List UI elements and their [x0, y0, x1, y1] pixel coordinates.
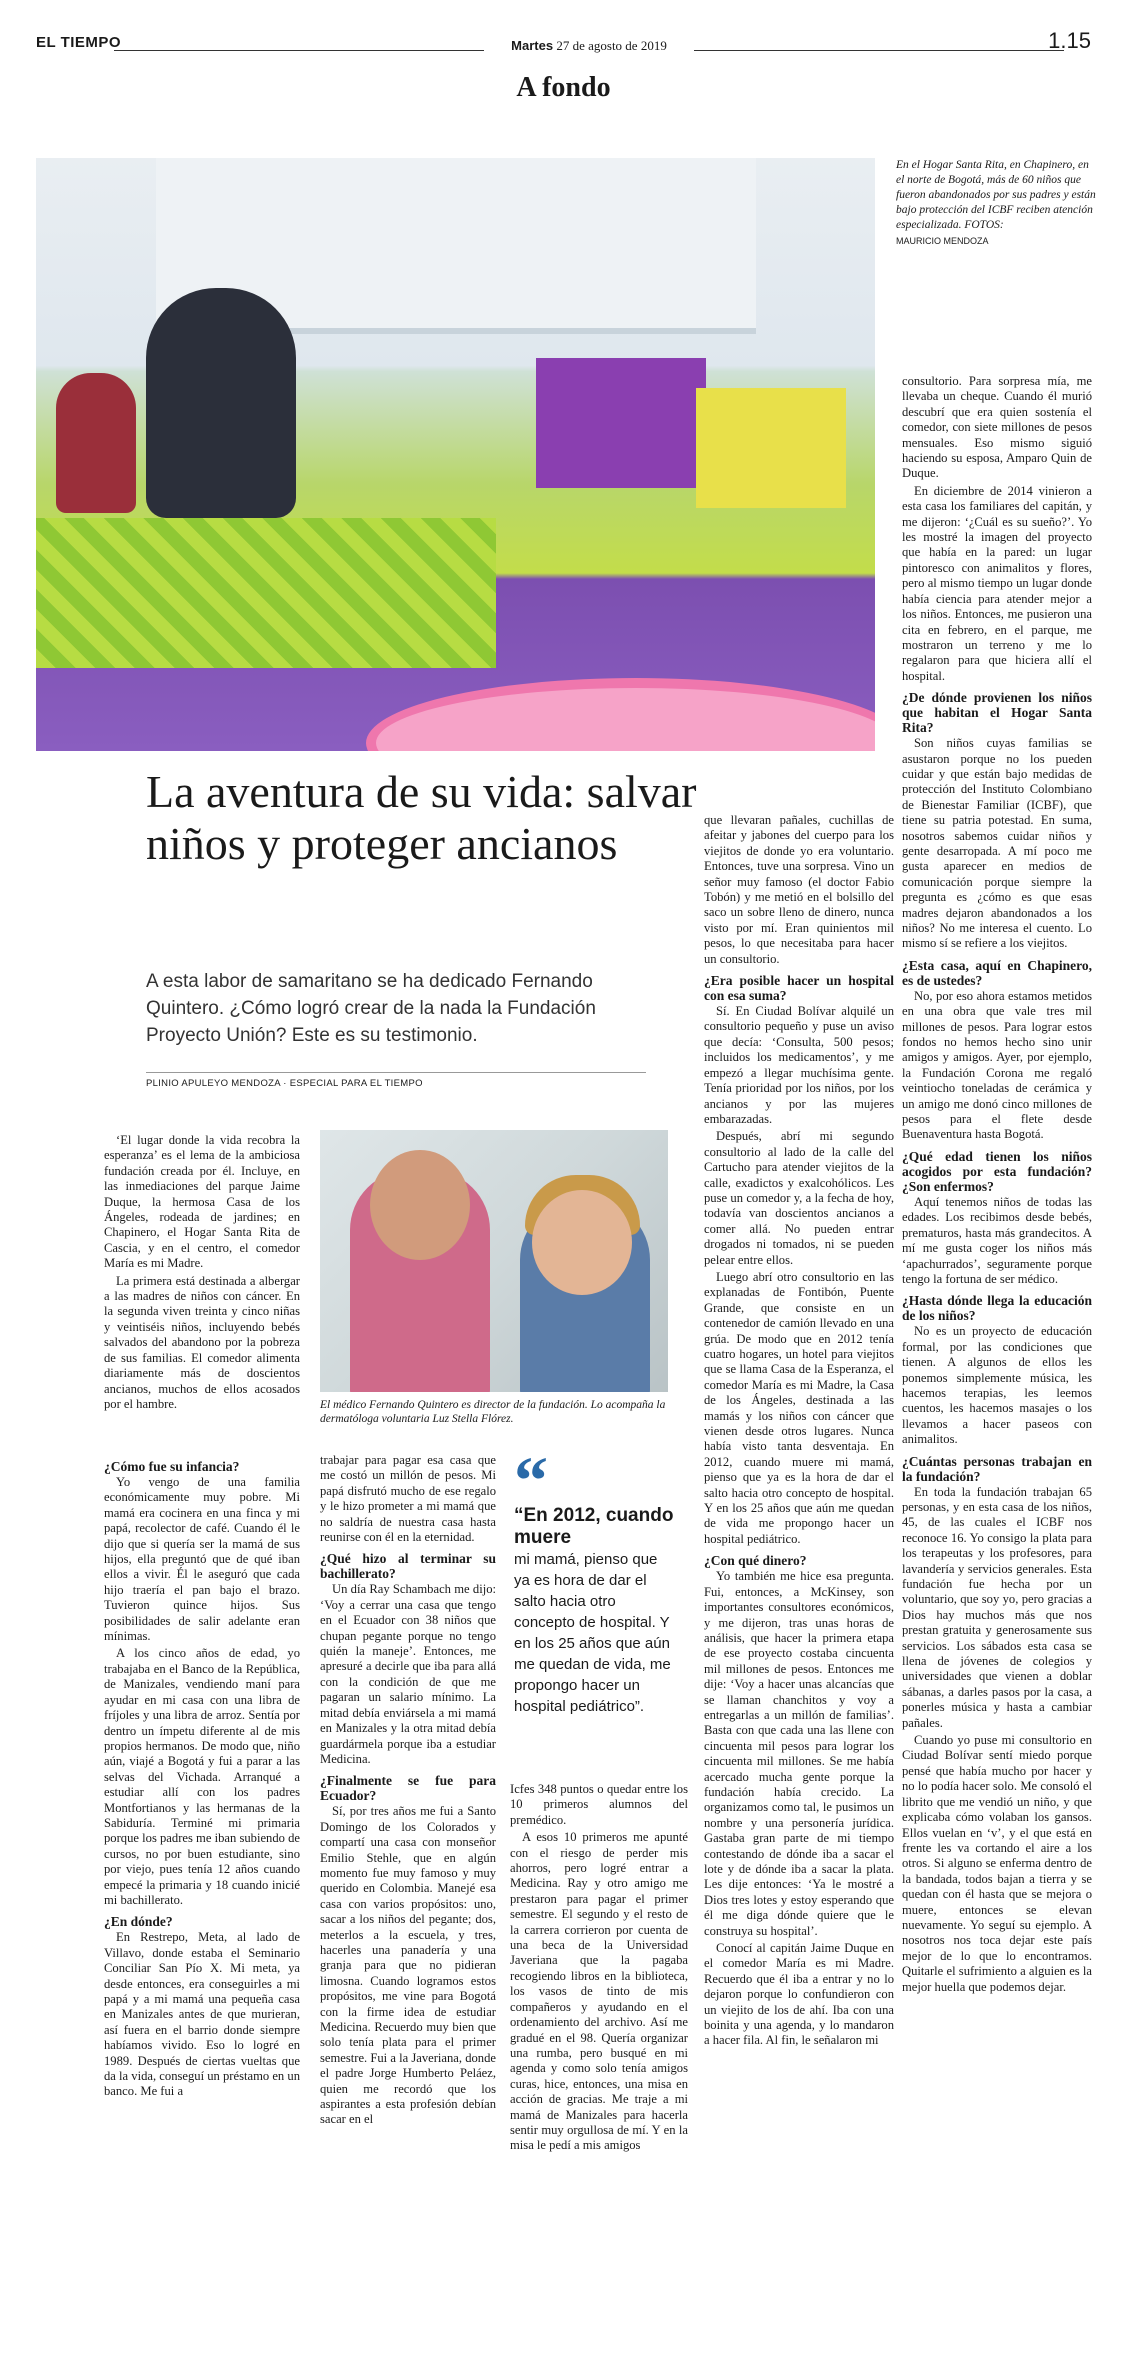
dek: A esta labor de samaritano se ha dedicado Fernando Quintero. ¿Cómo logró crear de la nada la Fundación Proyecto Unión? Este es su testimonio.	[146, 971, 596, 1046]
article-column-2	[320, 1453, 496, 2130]
quote-mark-icon: “	[514, 1442, 548, 1518]
masthead	[36, 30, 1091, 60]
question-heading: ¿Qué hizo al terminar su bachillerato?	[320, 1551, 496, 1582]
question-heading: ¿Cómo fue su infancia?	[104, 1459, 240, 1474]
photo-credit: MAURICIO MENDOZA	[896, 236, 989, 246]
paragraph: La primera está destinada a albergar a las madres de niños con cáncer. En la segunda viven treinta y cinco niñas y veintiséis niños, incluyendo bebés salvados del abandono por la pobreza de sus familias. El comedor alimenta diariamente más de doscientos ancianos, muchos de ellos acosados por el hambre.	[104, 1273, 300, 1411]
photo-ball-pool	[366, 678, 875, 751]
paragraph: Sí. En Ciudad Bolívar alquilé un consultorio pequeño y puse un aviso que decía: ‘Consulta, 500 pesos; incluidos los medicamentos’, y me empezó a llegar muchísima gente. Tenía prioridad por los niños, por los ancianos y por las mujeres embarazadas.	[704, 1004, 894, 1126]
portrait-caption: El médico Fernando Quintero es director de la fundación. Lo acompaña la dermatóloga voluntaria Luz Stella Flórez.	[320, 1399, 666, 1425]
section-title: A fondo	[516, 72, 611, 103]
question-heading: ¿Con qué dinero?	[704, 1553, 807, 1569]
article-column-1b	[104, 1453, 300, 2102]
portrait-photo	[320, 1130, 668, 1392]
paragraph: A los cinco años de edad, yo trabajaba en el Banco de la República, de Manizales, vendiendo maní para ayudar en mi casa con una libra de fríjoles y una libra de arroz. Sentía por dentro un ímpetu diferente al de mis propios hermanos. De modo que, niño aún, viajé a Bogotá y fui a parar a las selvas del Vichada. Arranqué a estudiar allí con los padres Montfortianos y las hermanas de la Sabiduría. Terminé mi primaria porque los padres me iban subiendo de cursos, no por buen estudiante, sino por viejo, pues tenía 12 años cuando empecé la primaria y 18 cuando inicié mi bachillerato.	[104, 1646, 300, 1907]
masthead-rule-left	[114, 50, 484, 51]
paragraph: Yo también me hice esa pregunta. Fui, entonces, a McKinsey, son importantes consultores económicos, y me dijeron, tras unas horas de análisis, que hacer la primera etapa de ese proyecto costaba cincuenta mil millones de pesos. Entonces me dije: ‘Voy a hacer unas alcancías que se llaman chanchitos y voy a entregarlas a un millón de familias’. Basta con que cada una las llene con cincuenta mil pesos para lograr los cincuenta mil millones. Se me había acercado mucha gente porque la fundación había crecido. La organizamos como tal, le pusimos un nombre y una personería jurídica. Gastaba gran parte de mi tiempo contestando de dónde iba a sacar el lote y de dónde iba a sacar la plata. Les dije entonces: ‘Ya le mostré a Dios tres lotes y estoy esperando que él me diga dónde quiere que le construya su hospital’.	[704, 1569, 894, 1938]
photo-bed	[36, 518, 496, 668]
paragraph: En Restrepo, Meta, al lado de Villavo, donde estaba el Seminario Conciliar San Pío X. Mi meta, ya desde entonces, era conseguirles a mi papá y a mi mamá una pequeña casa en Manizales antes de que murieran, así fuera en el barrio donde siempre habíamos vivido. Eso lo logré en 1989. Después de ciertas vueltas que da la vida, conseguí un préstamo en un banco. Me fui a	[104, 1930, 300, 2099]
headline: La aventura de su vida: salvar niños y proteger ancianos	[146, 766, 697, 869]
paragraph: Icfes 348 puntos o quedar entre los 10 primeros alumnos del premédico.	[510, 1782, 688, 1827]
paragraph: Luego abrí otro consultorio en las explanadas de Fontibón, Puente Grande, que consiste en un contenedor de camión llevado en una grúa. De modo que en 2012 tenía cuatro hogares, un hotel para viejitos que se llama Casa de la Esperanza, el comedor María es mi Madre, la Casa de los Ángeles, destinada a las mamás y los niños con cáncer que vienen desde otros lugares. Nunca había visto tanta desventaja. En 2012, cuando muere mi mamá, pienso que ya es la hora de dar el salto hacia otro concepto de hospital. Y en los 25 años que aún me quedan de vida me propongo hacer un hospital pediátrico.	[704, 1269, 894, 1546]
paragraph: A esos 10 primeros me apunté con el riesgo de perder mis ahorros, pero logré entrar a Medicina. Ray y otro amigo me prestaron para pagar el primer semestre. El segundo y el resto de la carrera corrieron por cuenta de una beca de la Universidad Javeriana que la pagaba recogiendo libros en la biblioteca, los vasos de tinto de mis compañeros y ayudando en el ordenamiento del archivo. Así me gradué en el 98. Quería organizar una rumba, pero busqué en mi agenda y como solo tenía amigos curas, hice, entonces, una misa en acción de gracias. Me traje a mi mamá de Manizales para hacerla sentir muy orgullosa de mí. Y en la misa le pedí a mis amigos	[510, 1830, 688, 2153]
paragraph: Cuando yo puse mi consultorio en Ciudad Bolívar sentí miedo porque pensé que había mucho por hacer y no lo podía hacer solo. Me consoló el librito que me vendió un niño, y que explicaba cómo volaban los gansos. Ellos vuelan en ‘v’, y el que está en frente les va cortando el aire a los otros. Si alguno se enferma dentro de la bandada, todos bajan a tierra y se quedan con él hasta que se mejora o muere, entonces se elevan nuevamente. Yo seguí su ejemplo. A nosotros nos toca dejar este país mejor de lo que lo encontramos. Quitarle el sufrimiento a alguien es la mejor huella que podemos dejar.	[902, 1733, 1092, 1994]
main-photo	[36, 158, 875, 751]
main-photo-caption	[896, 158, 1096, 249]
article-column-5	[902, 374, 1092, 1997]
article-column-1	[104, 1133, 300, 1414]
paragraph: Yo vengo de una familia económicamente muy pobre. Mi mamá era cocinera en una finca y mi papá, recolector de café. Cuando él le dijo que si quería ser la mamá de sus hijos, ella preguntó que de qué iban ellos a vivir. Él le aseguró que cada hijo traería el pan bajo el brazo. Tuvieron quince hijos. Sus posibilidades de salir adelante eran mínimas.	[104, 1475, 300, 1644]
photo-child	[56, 373, 136, 513]
issue-weekday: Martes	[511, 38, 554, 53]
paragraph: En diciembre de 2014 vinieron a esta casa los familiares del capitán, y me dijeron: ‘¿Cuál es su sueño?’. Yo les mostré la imagen del proyecto que había en la pared: un lugar pintoresco con animalitos y flores, pero al mismo tiempo un lugar donde había ciencia para atender mejor a los niños. Entonces, me pusieron una cita en febrero, en el parque, me mostraron un terreno y me lo regalaron para que hiciera allí el hospital.	[902, 483, 1092, 683]
page-number: 1.15	[1048, 28, 1091, 53]
paragraph: Conocí al capitán Jaime Duque en el comedor María es mi Madre. Recuerdo que él iba a entrar y no lo dejaron porque lo confundieron con un viejito de los de ahí. Iba con una boinita y una agenda, y lo mandaron a hacer fila. Al fin, le señalaron mi	[704, 1941, 894, 2048]
paragraph: No es un proyecto de educación formal, por las condiciones que tienen. A algunos de ellos les ponemos simplemente música, les hacemos terapias, les leemos cuentos, les hacemos masajes o los llevamos a hacer paseos con animalitos.	[902, 1324, 1092, 1447]
main-photo-caption-text: En el Hogar Santa Rita, en Chapinero, en el norte de Bogotá, más de 60 niños que fueron abandonados por sus padres y están bajo protección del ICBF reciben atención especializada. FOTOS:	[896, 159, 1096, 231]
question-heading: ¿De dónde provienen los niños que habitan el Hogar Santa Rita?	[902, 690, 1092, 736]
photo-doctor-face	[370, 1150, 470, 1260]
byline: PLINIO APULEYO MENDOZA · ESPECIAL PARA EL TIEMPO	[146, 1072, 646, 1089]
pull-quote-body: mi mamá, pienso que ya es hora de dar el salto hacia otro concepto de hospital. Y en los 25 años que aún me quedan de vida, me propongo hacer un hospital pediátrico”.	[514, 1551, 671, 1715]
question-heading: ¿Hasta dónde llega la educación de los niños?	[902, 1293, 1092, 1324]
question-heading: ¿Finalmente se fue para Ecuador?	[320, 1773, 496, 1804]
question-heading: ¿Cuántas personas trabajan en la fundación?	[902, 1453, 1092, 1484]
photo-volunteer-face	[532, 1190, 632, 1295]
paragraph: Aquí tenemos niños de todas las edades. Los recibimos desde bebés, prematuros, hasta más grandecitos. A mí me gusta coger los niños más ‘apachurrados’, seguramente porque tengo la fortuna de ser médico.	[902, 1194, 1092, 1286]
photo-caregiver	[146, 288, 296, 518]
paragraph: Sí, por tres años me fui a Santo Domingo de los Colorados y compartí una casa con monseñor Emilio Stehle, que en algún momento fue muy famoso y muy querido en Colombia. Manejé esa casa con varios propósitos: uno, sacar a los niños del pegante; dos, meterlos a la escuela, y tres, hacerles una panadería y una granja para que no pidieran limosna. Cuando logramos estos propósitos, me vine para Bogotá con la firme idea de estudiar Medicina. Recuerdo muy bien que solo tenía plata para el primer semestre. Fui a la Javeriana, donde el padre Jorge Humberto Peláez, quien me recordó que los aspirantes a esta profesión debían sacar en el	[320, 1804, 496, 2127]
question-heading: ¿Qué edad tienen los niños acogidos por esta fundación? ¿Son enfermos?	[902, 1148, 1092, 1194]
paragraph: consultorio. Para sorpresa mía, me llevaba un cheque. Cuando él murió descubrí que era quien sostenía el comedor, con siete millones de pesos mensuales. Eso mismo siguió haciendo su esposa, Amparo Quin de Duque.	[902, 374, 1092, 481]
paragraph: En toda la fundación trabajan 65 personas, y en esta casa de los niños, 45, de las cuales el ICBF nos reconoce 16. Yo consigo la plata para los terapeutas y los profesores, para lavandería y servicios generales. Esta fundación fue hecha por un voluntario, que soy yo, pero gracias a Dios hay muchos más que nos prestan gratuita y generosamente sus servicios. Los sábados esta casa se llena de jóvenes de colegios y universidades que vienen a doblar sábanas, a darles pasos por la casa, a ponerles música y hasta a cambiar pañales.	[902, 1484, 1092, 1730]
paragraph: Después, abrí mi segundo consultorio al lado de la calle del Cartucho para atender viejitos de la calle, exadictos y exalcohólicos. Les puse un comedor y, a la fecha de hoy, todavía van doscientos ancianos a comer allá. No pueden entrar drogados ni tomados, ni se pueden pelear entre ellos.	[704, 1129, 894, 1267]
paragraph: ‘El lugar donde la vida recobra la esperanza’ es el lema de la ambiciosa fundación creada por él. Incluye, en las inmediaciones del parque Jaime Duque, la hermosa Casa de los Ángeles, rodeada de jardines; en Chapinero, el Hogar Santa Rita de Cascia, y en el centro, el comedor María es mi Madre.	[104, 1133, 300, 1271]
article-column-3	[510, 1782, 688, 2156]
question-heading: ¿Era posible hacer un hospital con esa suma?	[704, 973, 894, 1004]
pull-quote-head: “En 2012, cuando muere	[514, 1505, 674, 1548]
pull-quote	[514, 1442, 674, 1717]
paragraph: trabajar para pagar esa casa que me costó un millón de pesos. Mi papá disfrutó mucho de ese regalo y le hizo prometer a mi mamá que no saldría de nuestra casa hasta reunirse con él en la eternidad.	[320, 1453, 496, 1545]
issue-date-text: 27 de agosto de 2019	[556, 38, 667, 53]
paragraph: No, por eso ahora estamos metidos en una obra que vale tres mil millones de pesos. Para lograr estos fondos no hemos hecho sino unir amigos y amigos. Ayer, por ejemplo, la Fundación Corona me regaló veintiocho toneladas de cerámica y un amigo me donó cinco millones de pesos para el flete desde Buenaventura hasta Bogotá.	[902, 988, 1092, 1142]
photo-play-block	[536, 358, 706, 488]
issue-date	[496, 38, 682, 54]
paragraph: Son niños cuyas familias se asustaron porque no los pueden cuidar y que están bajo medidas de protección del Instituto Colombiano de Bienestar Familiar (ICBF), que tiene su patria potestad. En suma, nosotros sabemos cuidar niños y gente desarropada. A mí poco me gusta aparecer en medios de comunicación porque siempre la pregunta es ¿cómo es que esas madres dejaron abandonados a los niños? No me interesa el cuento. Lo mismo sí se refiere a los viejitos.	[902, 736, 1092, 951]
article-column-4	[704, 813, 894, 2051]
question-heading: ¿Esta casa, aquí en Chapinero, es de ustedes?	[902, 957, 1092, 988]
photo-play-block	[696, 388, 846, 508]
paragraph: Un día Ray Schambach me dijo: ‘Voy a cerrar una casa que tengo en el Ecuador con 38 niños que chupan pegante porque no tengo quién la maneje’. Entonces, me apresuré a decirle que iba para allá con la condición de que me pagaran un salario mínimo. La mitad debía enviársela a mi mamá en Manizales y la otra mitad debía guardármela porque iba a estudiar Medicina.	[320, 1582, 496, 1766]
paragraph: que llevaran pañales, cuchillas de afeitar y jabones del cuerpo para los viejitos de donde yo era voluntario. Entonces, tuve una sorpresa. Vino un señor muy famoso (el doctor Fabio Tobón) y me metió en el bolsillo del saco un sobre lleno de dinero, nunca visto por mí. Eran quinientos mil pesos, lo que necesitaba para hacer un consultorio.	[704, 813, 894, 966]
question-heading: ¿En dónde?	[104, 1914, 173, 1930]
masthead-rule-right	[694, 50, 1064, 51]
newspaper-brand: EL TIEMPO	[36, 34, 122, 51]
